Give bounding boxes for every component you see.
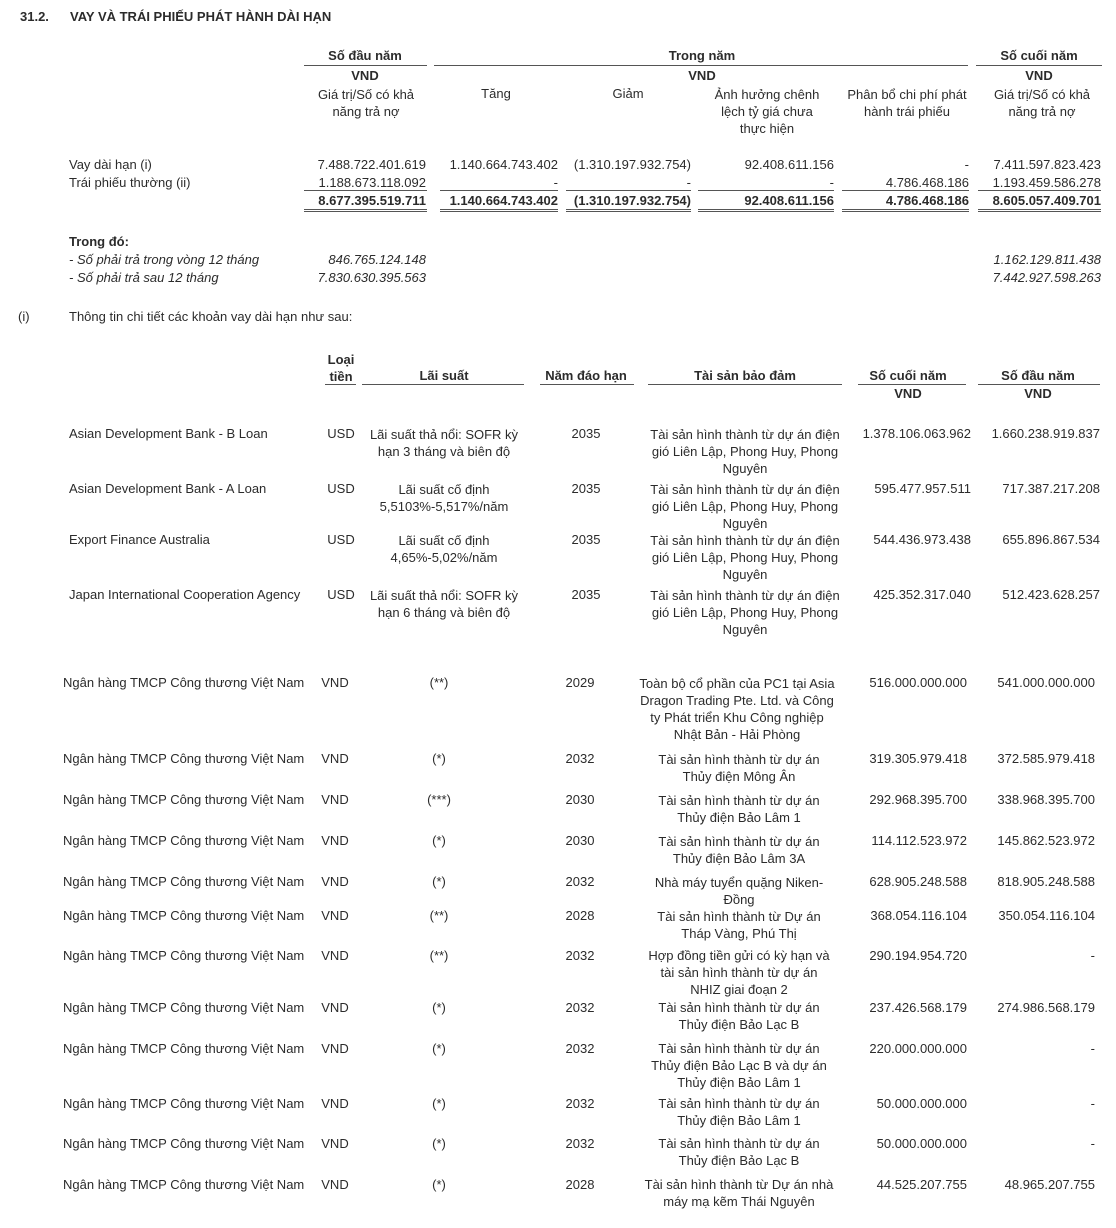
rule [842, 211, 969, 212]
t1-header-during-year: Trong năm [668, 48, 736, 63]
loan-lender: Ngân hàng TMCP Công thương Việt Nam [63, 1096, 305, 1111]
rule [304, 209, 427, 210]
loan-currency: USD [327, 587, 355, 602]
loan-rate: Lãi suất cố định 5,5103%-5,517%/năm [379, 482, 509, 514]
loan-maturity: 2032 [565, 751, 595, 766]
loan-lender: Ngân hàng TMCP Công thương Việt Nam [63, 792, 305, 807]
rule [698, 190, 834, 191]
loan-maturity: 2028 [565, 1177, 595, 1192]
loan-currency: VND [321, 948, 349, 963]
loan-rate: (*) [432, 1177, 446, 1192]
loan-closing: 44.525.207.755 [876, 1177, 967, 1192]
of-which-label: Trong đó: [69, 234, 129, 249]
within-12-months-label: - Số phải trả trong vòng 12 tháng [69, 252, 260, 267]
t1-total-decrease: (1.310.197.932.754) [573, 193, 691, 208]
note-text: Thông tin chi tiết các khoản vay dài hạn như sau: [69, 309, 353, 324]
loan-collateral: Tài sản hình thành từ dự án Thủy điện Bảo Lâm 3A [658, 834, 820, 866]
loan-maturity: 2032 [565, 1041, 595, 1056]
loan-opening: 818.905.248.588 [997, 874, 1095, 889]
loan-collateral: Tài sản hình thành từ dự án Thủy điện Bảo Lâm 1 [658, 793, 820, 825]
t1-cell-increase: - [553, 175, 558, 190]
loan-collateral: Tài sản hình thành từ Dự án Tháp Vàng, Phú Thị [657, 909, 821, 941]
t1-header-opening: Số đầu năm [328, 48, 402, 63]
t1-unit-during: VND [688, 68, 716, 83]
loan-opening: - [1090, 948, 1095, 963]
loan-collateral: Toàn bộ cổ phần của PC1 tại Asia Dragon Trading Pte. Ltd. và Công ty Phát triển Khu Công nghiệp Nhật Bản - Hải Phòng [639, 676, 835, 742]
loan-closing: 1.378.106.063.962 [862, 426, 971, 441]
loan-closing: 290.194.954.720 [869, 948, 967, 963]
loan-lender: Ngân hàng TMCP Công thương Việt Nam [63, 1000, 305, 1015]
loan-maturity: 2030 [565, 792, 595, 807]
t2-header-maturity: Năm đáo hạn [545, 368, 627, 383]
loan-closing: 50.000.000.000 [876, 1096, 967, 1111]
rule [566, 211, 691, 212]
loan-closing: 319.305.979.418 [869, 751, 967, 766]
t2-header-rate: Lãi suất [419, 368, 469, 383]
t1-unit-closing: VND [1025, 68, 1053, 83]
loan-opening: 145.862.523.972 [997, 833, 1095, 848]
t1-row-label: Vay dài hạn (i) [69, 157, 152, 172]
t1-cell-decrease: - [686, 175, 691, 190]
t1-cell-decrease: (1.310.197.932.754) [573, 157, 691, 172]
rule [566, 190, 691, 191]
t1-cell-increase: 1.140.664.743.402 [449, 157, 558, 172]
loan-opening: 338.968.395.700 [997, 792, 1095, 807]
t2-unit-opening: VND [1024, 386, 1052, 401]
loan-opening: 1.660.238.919.837 [991, 426, 1100, 441]
loan-rate: (**) [429, 948, 449, 963]
loan-lender: Ngân hàng TMCP Công thương Việt Nam [63, 833, 305, 848]
rule [978, 209, 1101, 210]
loan-currency: VND [321, 833, 349, 848]
loan-lender: Japan International Cooperation Agency [69, 587, 301, 602]
rule [440, 190, 558, 191]
loan-rate: (*) [432, 1096, 446, 1111]
t1-cell-alloc: 4.786.468.186 [885, 175, 969, 190]
t1-total-alloc: 4.786.468.186 [885, 193, 969, 208]
note-marker: (i) [18, 309, 30, 324]
loan-closing: 368.054.116.104 [870, 908, 967, 923]
loan-rate: Lãi suất cố định 4,65%-5,02%/năm [390, 533, 498, 565]
t1-header-closing: Số cuối năm [1000, 48, 1078, 63]
loan-collateral: Tài sản hình thành từ dự án điện gió Liên Lập, Phong Huy, Phong Nguyên [650, 482, 840, 531]
loan-maturity: 2032 [565, 1136, 595, 1151]
t1-subheader-fx: Ảnh hưởng chênh lệch tỷ giá chưa thực hiện [714, 87, 820, 136]
t2-header-currency: Loại tiền [327, 352, 355, 384]
loan-rate: (*) [432, 833, 446, 848]
t1-cell-closing: 7.411.597.823.423 [993, 157, 1101, 172]
section-number: 31.2. [20, 9, 49, 24]
loan-currency: VND [321, 792, 349, 807]
loan-collateral: Tài sản hình thành từ dự án Thủy điện Bảo Lạc B [658, 1136, 820, 1168]
loan-currency: VND [321, 1096, 349, 1111]
loan-maturity: 2030 [565, 833, 595, 848]
after-12-months-label: - Số phải trả sau 12 tháng [69, 270, 219, 285]
loan-maturity: 2035 [571, 426, 601, 441]
loan-maturity: 2028 [565, 908, 595, 923]
loan-currency: VND [321, 751, 349, 766]
t1-subheader-alloc: Phân bổ chi phí phát hành trái phiếu [847, 87, 967, 119]
loan-rate: (*) [432, 1000, 446, 1015]
loan-opening: - [1090, 1041, 1095, 1056]
loan-opening: 274.986.568.179 [997, 1000, 1095, 1015]
loan-currency: VND [321, 1000, 349, 1015]
t2-header-opening: Số đầu năm [1001, 368, 1075, 383]
rule [440, 209, 558, 210]
after-12-months-opening: 7.830.630.395.563 [317, 270, 426, 285]
after-12-months-closing: 7.442.927.598.263 [992, 270, 1101, 285]
rule [842, 209, 969, 210]
loan-rate: (***) [427, 792, 451, 807]
loan-currency: VND [321, 908, 349, 923]
loan-collateral: Tài sản hình thành từ dự án điện gió Liên Lập, Phong Huy, Phong Nguyên [650, 533, 840, 582]
loan-maturity: 2035 [571, 532, 601, 547]
rule [978, 211, 1101, 212]
rule [566, 209, 691, 210]
section-title: VAY VÀ TRÁI PHIẾU PHÁT HÀNH DÀI HẠN [70, 9, 332, 24]
t1-total-opening: 8.677.395.519.711 [318, 193, 426, 208]
loan-closing: 516.000.000.000 [869, 675, 967, 690]
t1-subheader-increase: Tăng [481, 86, 511, 101]
loan-closing: 50.000.000.000 [876, 1136, 967, 1151]
t1-cell-fx: 92.408.611.156 [744, 157, 834, 172]
loan-collateral: Nhà máy tuyển quặng Niken-Đồng [654, 875, 824, 907]
loan-currency: USD [327, 481, 355, 496]
loan-closing: 628.905.248.588 [869, 874, 967, 889]
within-12-months-closing: 1.162.129.811.438 [993, 252, 1101, 267]
loan-lender: Ngân hàng TMCP Công thương Việt Nam [63, 675, 305, 690]
loan-maturity: 2032 [565, 874, 595, 889]
loan-rate: (**) [429, 675, 449, 690]
t1-cell-opening: 1.188.673.118.092 [318, 175, 426, 190]
loan-maturity: 2032 [565, 948, 595, 963]
t1-subheader-value-opening: Giá trị/Số có khả năng trả nợ [317, 87, 415, 119]
loan-closing: 425.352.317.040 [873, 587, 971, 602]
loan-collateral: Hợp đồng tiền gửi có kỳ hạn và tài sản hình thành từ dự án NHIZ giai đoạn 2 [648, 948, 830, 997]
rule [978, 190, 1101, 191]
loan-lender: Ngân hàng TMCP Công thương Việt Nam [63, 751, 305, 766]
rule [648, 384, 842, 385]
t1-cell-alloc: - [964, 157, 969, 172]
loan-lender: Ngân hàng TMCP Công thương Việt Nam [63, 1177, 305, 1192]
loan-collateral: Tài sản hình thành từ dự án Thủy điện Mông Ân [658, 752, 820, 784]
loan-opening: 372.585.979.418 [997, 751, 1095, 766]
t1-cell-opening: 7.488.722.401.619 [317, 157, 426, 172]
rule [325, 384, 356, 385]
loan-collateral: Tài sản hình thành từ Dự án nhà máy mạ kẽm Thái Nguyên [644, 1177, 834, 1209]
loan-currency: USD [327, 426, 355, 441]
loan-lender: Ngân hàng TMCP Công thương Việt Nam [63, 874, 305, 889]
t1-cell-closing: 1.193.459.586.278 [992, 175, 1101, 190]
t1-subheader-decrease: Giảm [612, 86, 644, 101]
loan-lender: Ngân hàng TMCP Công thương Việt Nam [63, 948, 305, 963]
loan-currency: VND [321, 874, 349, 889]
loan-maturity: 2029 [565, 675, 595, 690]
rule [362, 384, 524, 385]
loan-opening: 717.387.217.208 [1002, 481, 1100, 496]
rule [304, 211, 427, 212]
loan-lender: Ngân hàng TMCP Công thương Việt Nam [63, 1136, 305, 1151]
loan-opening: - [1090, 1096, 1095, 1111]
rule [978, 384, 1100, 385]
loan-opening: 512.423.628.257 [1002, 587, 1100, 602]
loan-currency: USD [327, 532, 355, 547]
loan-collateral: Tài sản hình thành từ dự án điện gió Liên Lập, Phong Huy, Phong Nguyên [650, 588, 840, 637]
loan-collateral: Tài sản hình thành từ dự án Thủy điện Bảo Lâm 1 [658, 1096, 820, 1128]
loan-rate: (*) [432, 1041, 446, 1056]
loan-opening: 541.000.000.000 [997, 675, 1095, 690]
loan-opening: - [1090, 1136, 1095, 1151]
loan-currency: VND [321, 1136, 349, 1151]
loan-closing: 237.426.568.179 [869, 1000, 967, 1015]
loan-closing: 292.968.395.700 [869, 792, 967, 807]
loan-collateral: Tài sản hình thành từ dự án điện gió Liên Lập, Phong Huy, Phong Nguyên [650, 427, 840, 476]
loan-rate: (**) [429, 908, 449, 923]
loan-opening: 350.054.116.104 [998, 908, 1095, 923]
rule [842, 190, 969, 191]
t2-unit-closing: VND [894, 386, 922, 401]
t2-header-closing: Số cuối năm [869, 368, 947, 383]
t1-unit-opening: VND [351, 68, 379, 83]
rule [976, 65, 1102, 66]
loan-opening: 655.896.867.534 [1002, 532, 1100, 547]
loan-lender: Ngân hàng TMCP Công thương Việt Nam [63, 1041, 305, 1056]
loan-collateral: Tài sản hình thành từ dự án Thủy điện Bảo Lạc B [658, 1000, 820, 1032]
loan-maturity: 2035 [571, 481, 601, 496]
rule [540, 384, 634, 385]
loan-currency: VND [321, 1041, 349, 1056]
loan-maturity: 2035 [571, 587, 601, 602]
loan-currency: VND [321, 1177, 349, 1192]
t1-subheader-value-closing: Giá trị/Số có khả năng trả nợ [993, 87, 1091, 119]
loan-lender: Export Finance Australia [69, 532, 210, 547]
loan-lender: Ngân hàng TMCP Công thương Việt Nam [63, 908, 305, 923]
loan-closing: 544.436.973.438 [873, 532, 971, 547]
loan-closing: 114.112.523.972 [871, 833, 967, 848]
loan-lender: Asian Development Bank - A Loan [69, 481, 267, 496]
rule [304, 65, 427, 66]
loan-rate: (*) [432, 1136, 446, 1151]
loan-opening: 48.965.207.755 [1004, 1177, 1095, 1192]
loan-rate: Lãi suất thả nổi: SOFR kỳ hạn 6 tháng và biên độ [369, 588, 519, 620]
loan-maturity: 2032 [565, 1000, 595, 1015]
loan-rate: Lãi suất thả nổi: SOFR kỳ hạn 3 tháng và biên độ [369, 427, 519, 459]
t1-cell-fx: - [829, 175, 834, 190]
rule [304, 190, 427, 191]
loan-lender: Asian Development Bank - B Loan [69, 426, 268, 441]
rule [698, 211, 834, 212]
t2-header-collateral: Tài sản bảo đảm [694, 368, 796, 383]
loan-rate: (*) [432, 751, 446, 766]
t1-row-label: Trái phiếu thường (ii) [69, 175, 191, 190]
rule [434, 65, 968, 66]
rule [698, 209, 834, 210]
loan-maturity: 2032 [565, 1096, 595, 1111]
rule [440, 211, 558, 212]
within-12-months-opening: 846.765.124.148 [328, 252, 426, 267]
rule [858, 384, 966, 385]
loan-closing: 595.477.957.511 [874, 481, 971, 496]
loan-rate: (*) [432, 874, 446, 889]
t1-total-increase: 1.140.664.743.402 [449, 193, 558, 208]
loan-collateral: Tài sản hình thành từ dự án Thủy điện Bảo Lạc B và dự án Thủy điện Bảo Lâm 1 [651, 1041, 827, 1090]
t1-total-fx: 92.408.611.156 [744, 193, 834, 208]
loan-closing: 220.000.000.000 [869, 1041, 967, 1056]
t1-total-closing: 8.605.057.409.701 [992, 193, 1101, 208]
loan-currency: VND [321, 675, 349, 690]
